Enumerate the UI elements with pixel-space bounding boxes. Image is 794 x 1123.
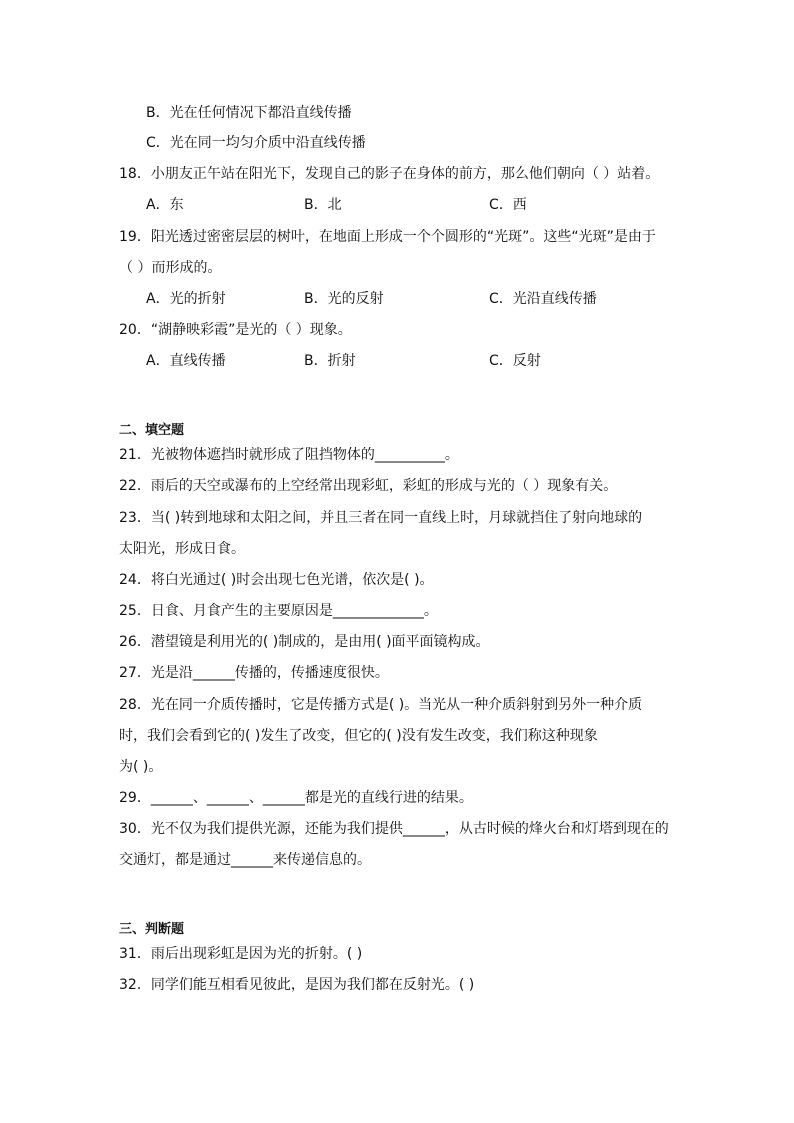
q20-option-a: A．直线传播 bbox=[146, 353, 226, 369]
q25: 25．日食、月食产生的主要原因是_____________。 bbox=[119, 603, 438, 619]
q18-option-b: B．北 bbox=[304, 197, 342, 213]
q18-option-c: C．西 bbox=[489, 197, 527, 213]
q29: 29．______、______、______都是光的直线行进的结果。 bbox=[119, 790, 473, 806]
q21: 21．光被物体遮挡时就形成了阻挡物体的__________。 bbox=[119, 447, 459, 463]
q20-stem: 20．“湖静映彩霞”是光的（ ）现象。 bbox=[119, 322, 352, 338]
q22: 22．雨后的天空或瀑布的上空经常出现彩虹，彩虹的形成与光的（ ）现象有关。 bbox=[119, 478, 618, 494]
q17-option-c: C．光在同一均匀介质中沿直线传播 bbox=[146, 135, 366, 151]
q28-line1: 28．光在同一介质传播时，它是传播方式是( )。当光从一种介质斜射到另外一种介质 bbox=[119, 697, 643, 713]
q17-option-b: B．光在任何情况下都沿直线传播 bbox=[146, 105, 352, 121]
q32: 32．同学们能互相看见彼此，是因为我们都在反射光。( ) bbox=[119, 977, 475, 993]
q24: 24．将白光通过( )时会出现七色光谱，依次是( )。 bbox=[119, 572, 434, 588]
section-title-true-false: 三、判断题 bbox=[119, 922, 185, 937]
q20-option-c: C．反射 bbox=[489, 353, 541, 369]
q19-option-b: B．光的反射 bbox=[304, 291, 384, 307]
q30-line2: 交通灯，都是通过______来传递信息的。 bbox=[119, 852, 371, 868]
q23-line1: 23．当( )转到地球和太阳之间，并且三者在同一直线上时，月球就挡住了射向地球的 bbox=[119, 510, 643, 526]
q28-line3: 为( )。 bbox=[119, 759, 163, 775]
q19-option-a: A．光的折射 bbox=[146, 291, 226, 307]
q31: 31．雨后出现彩虹是因为光的折射。( ) bbox=[119, 946, 363, 962]
q18-stem: 18．小朋友正午站在阳光下，发现自己的影子在身体的前方，那么他们朝向（ ）站着。 bbox=[119, 166, 660, 182]
q20-option-b: B．折射 bbox=[304, 353, 356, 369]
q18-option-a: A．东 bbox=[146, 197, 184, 213]
section-title-fill-blank: 二、填空题 bbox=[119, 423, 185, 438]
q30-line1: 30．光不仅为我们提供光源，还能为我们提供______，从古时候的烽火台和灯塔到现在的 bbox=[119, 821, 669, 837]
q23-line2: 太阳光，形成日食。 bbox=[119, 541, 245, 557]
q28-line2: 时，我们会看到它的( )发生了改变，但它的( )没有发生改变，我们称这种现象 bbox=[119, 728, 598, 744]
q27: 27．光是沿______传播的，传播速度很快。 bbox=[119, 665, 389, 681]
q19-option-c: C．光沿直线传播 bbox=[489, 291, 597, 307]
q19-stem-line1: 19．阳光透过密密层层的树叶，在地面上形成一个个圆形的“光斑”。这些“光斑”是由于 bbox=[119, 229, 656, 245]
q26: 26．潜望镜是利用光的( )制成的，是由用( )面平面镜构成。 bbox=[119, 634, 490, 650]
q19-stem-line2: （ ）而形成的。 bbox=[119, 260, 222, 276]
